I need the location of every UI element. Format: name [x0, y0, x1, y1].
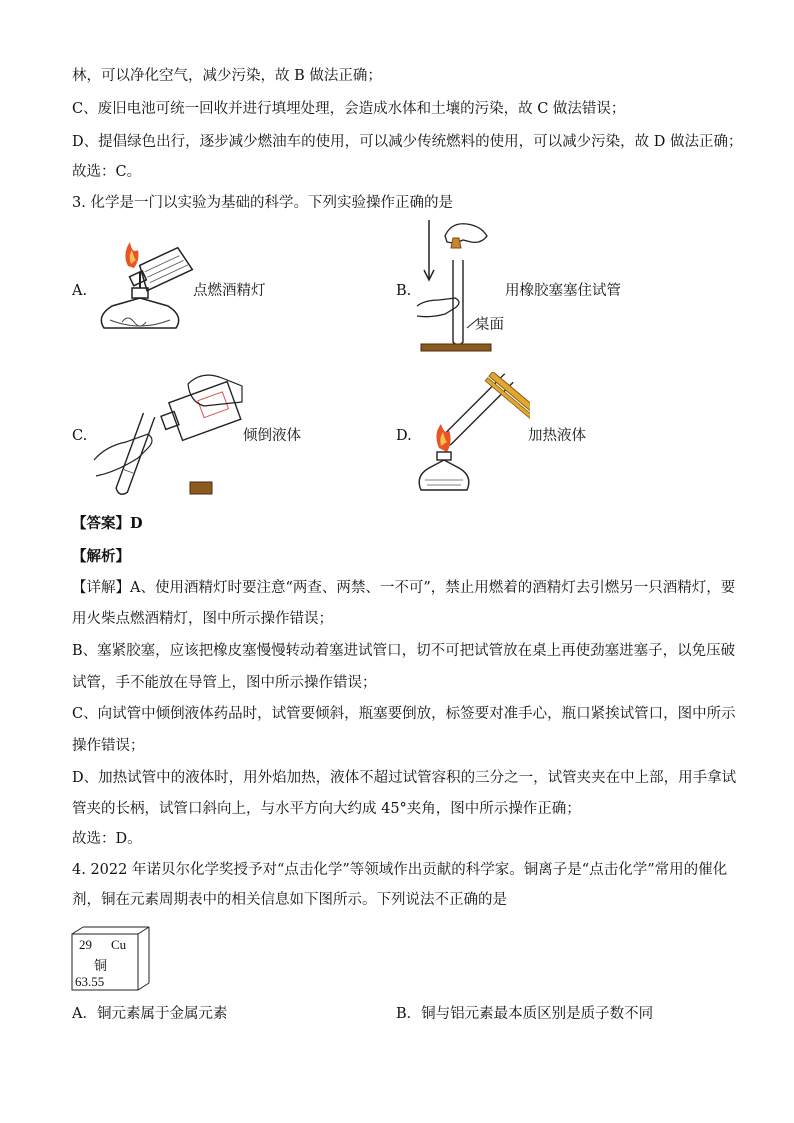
detail-line: 操作错误；	[72, 738, 145, 754]
text-line: D、提倡绿色出行，逐步减少燃油车的使用，可以减少传统燃料的使用，可以减少污染，故 D 做法正确；	[72, 134, 743, 150]
analysis-label: 【解析】	[72, 548, 130, 565]
atomic-number: 29	[79, 937, 92, 952]
detail-line: C、向试管中倾倒液体药品时，试管要倾斜，瓶塞要倒放，标签要对准手心，瓶口紧挨试管口，图中所示	[72, 706, 736, 722]
periodic-element-cell	[71, 926, 151, 992]
q4-option-b: B．铜与铝元素最本质区别是质子数不同	[396, 1006, 654, 1022]
element-symbol: Cu	[111, 937, 127, 952]
option-b-caption: 用橡胶塞塞住试管	[505, 283, 621, 299]
option-d-caption: 加热液体	[528, 428, 586, 444]
option-a-illustration	[92, 236, 202, 346]
detail-line: 【详解】A、使用酒精灯时要注意“两查、两禁、一不可”，禁止用燃着的酒精灯去引燃另一只酒精灯，要	[72, 580, 736, 596]
option-c-illustration	[92, 372, 252, 507]
q4-option-a: A．铜元素属于金属元素	[72, 1006, 228, 1022]
question-4-stem: 4. 2022 年诺贝尔化学奖授予对“点击化学”等领域作出贡献的科学家。铜离子是“点击化学”常用的催化	[72, 862, 728, 878]
element-name: 铜	[94, 958, 108, 973]
option-b-illustration	[415, 218, 500, 358]
option-d-letter: D.	[396, 428, 412, 444]
detail-line: D、加热试管中的液体时，用外焰加热，液体不超过试管容积的三分之一，试管夹夹在中上部，用手拿试	[72, 770, 737, 786]
atomic-mass: 63.55	[75, 974, 105, 989]
text-line: C、废旧电池可统一回收并进行填埋处理，会造成水体和土壤的污染，故 C 做法错误；	[72, 101, 626, 117]
detail-line: B、塞紧胶塞，应该把橡皮塞慢慢转动着塞进试管口，切不可把试管放在桌上再使劲塞进塞子，以免压破	[72, 643, 736, 659]
question-4-stem: 剂，铜在元素周期表中的相关信息如下图所示。下列说法不正确的是	[72, 892, 507, 908]
detail-line: 试管，手不能放在导管上，图中所示操作错误；	[72, 675, 377, 691]
option-a-letter: A.	[72, 283, 88, 299]
option-d-illustration	[415, 372, 530, 497]
option-c-letter: C.	[72, 428, 88, 444]
question-3-stem: 3. 化学是一门以实验为基础的科学。下列实验操作正确的是	[72, 195, 453, 211]
option-a-caption: 点燃酒精灯	[193, 283, 266, 299]
detail-line: 用火柴点燃酒精灯，图中所示操作错误；	[72, 611, 333, 627]
option-b-table-label: 桌面	[475, 317, 504, 333]
text-line: 林，可以净化空气，减少污染，故 B 做法正确；	[72, 68, 382, 84]
detail-line: 故选：D。	[72, 831, 142, 847]
option-c-caption: 倾倒液体	[243, 428, 301, 444]
text-line: 故选：C。	[72, 164, 142, 180]
option-b-letter: B.	[396, 283, 412, 299]
answer-label: 【答案】D	[72, 515, 143, 532]
detail-line: 管夹的长柄，试管口斜向上，与水平方向大约成 45°夹角，图中所示操作正确；	[72, 801, 581, 817]
